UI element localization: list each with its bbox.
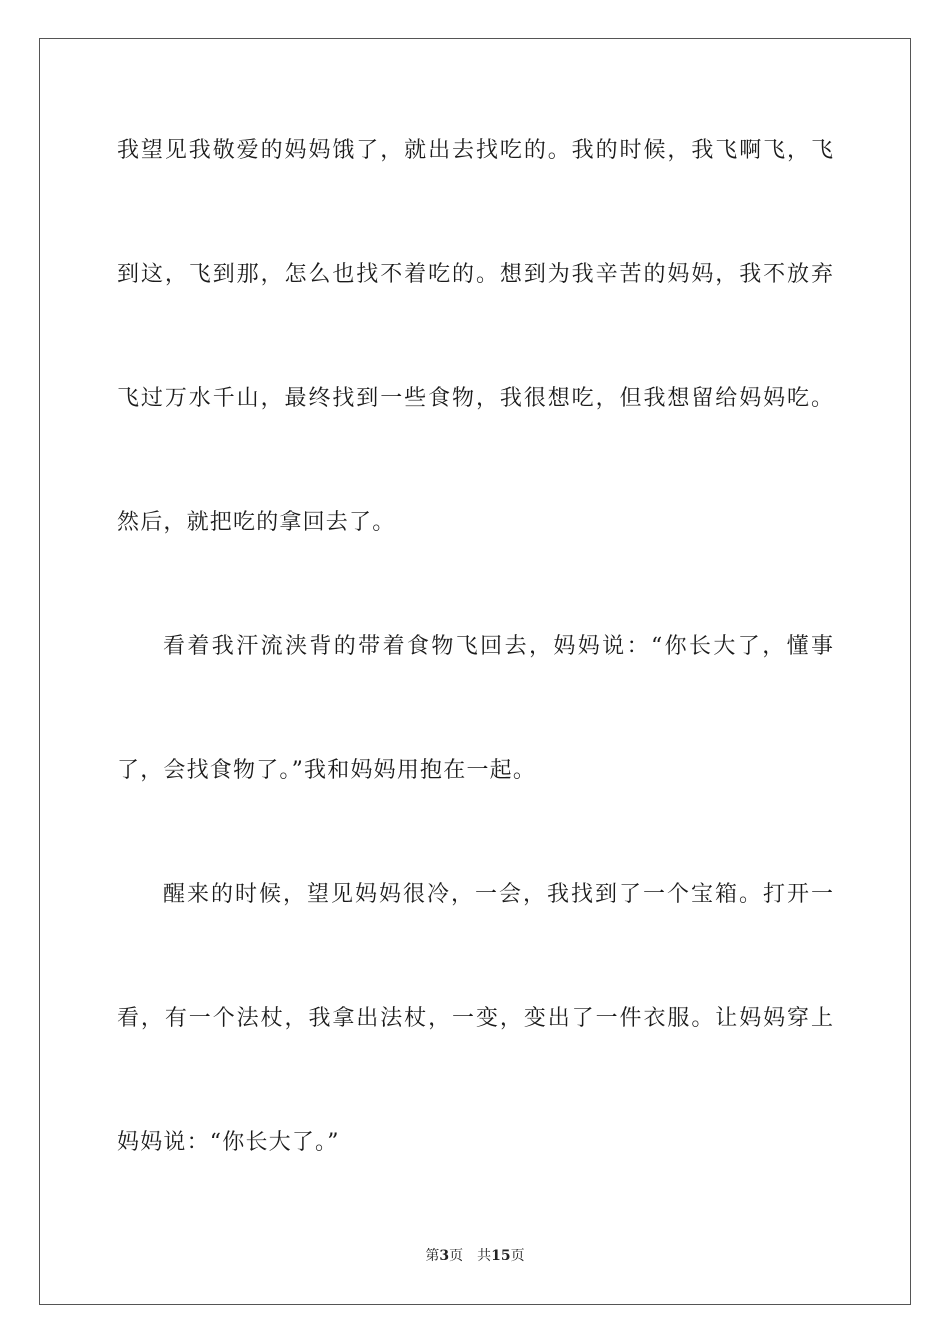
- paragraph-line-4: 然后，就把吃的拿回去了。: [117, 510, 396, 535]
- page-border: [39, 38, 911, 1305]
- total-prefix: 共: [477, 1248, 492, 1264]
- paragraph-line-9: 妈妈说：“你长大了。”: [117, 1130, 340, 1155]
- page-suffix: 页: [449, 1248, 464, 1264]
- paragraph-line-3: 飞过万水千山，最终找到一些食物，我很想吃，但我想留给妈妈吃。: [117, 386, 833, 411]
- paragraph-line-8: 看，有一个法杖，我拿出法杖，一变，变出了一件衣服。让妈妈穿上: [117, 1006, 833, 1031]
- paragraph-line-1: 我望见我敬爱的妈妈饿了，就出去找吃的。我的时候，我飞啊飞，飞: [117, 138, 833, 163]
- page-number: 3: [439, 1248, 450, 1264]
- total-suffix: 页: [510, 1248, 525, 1264]
- paragraph-line-2: 到这，飞到那，怎么也找不着吃的。想到为我辛苦的妈妈，我不放弃: [117, 262, 833, 287]
- paragraph-line-5: 看着我汗流浃背的带着食物飞回去，妈妈说：“你长大了，懂事: [163, 634, 833, 659]
- total-pages: 15: [491, 1248, 511, 1264]
- page-prefix: 第: [425, 1248, 440, 1264]
- paragraph-line-6: 了，会找食物了。”我和妈妈用抱在一起。: [117, 758, 537, 783]
- paragraph-line-7: 醒来的时候，望见妈妈很冷，一会，我找到了一个宝箱。打开一: [163, 882, 833, 907]
- page-footer: [0, 1247, 950, 1265]
